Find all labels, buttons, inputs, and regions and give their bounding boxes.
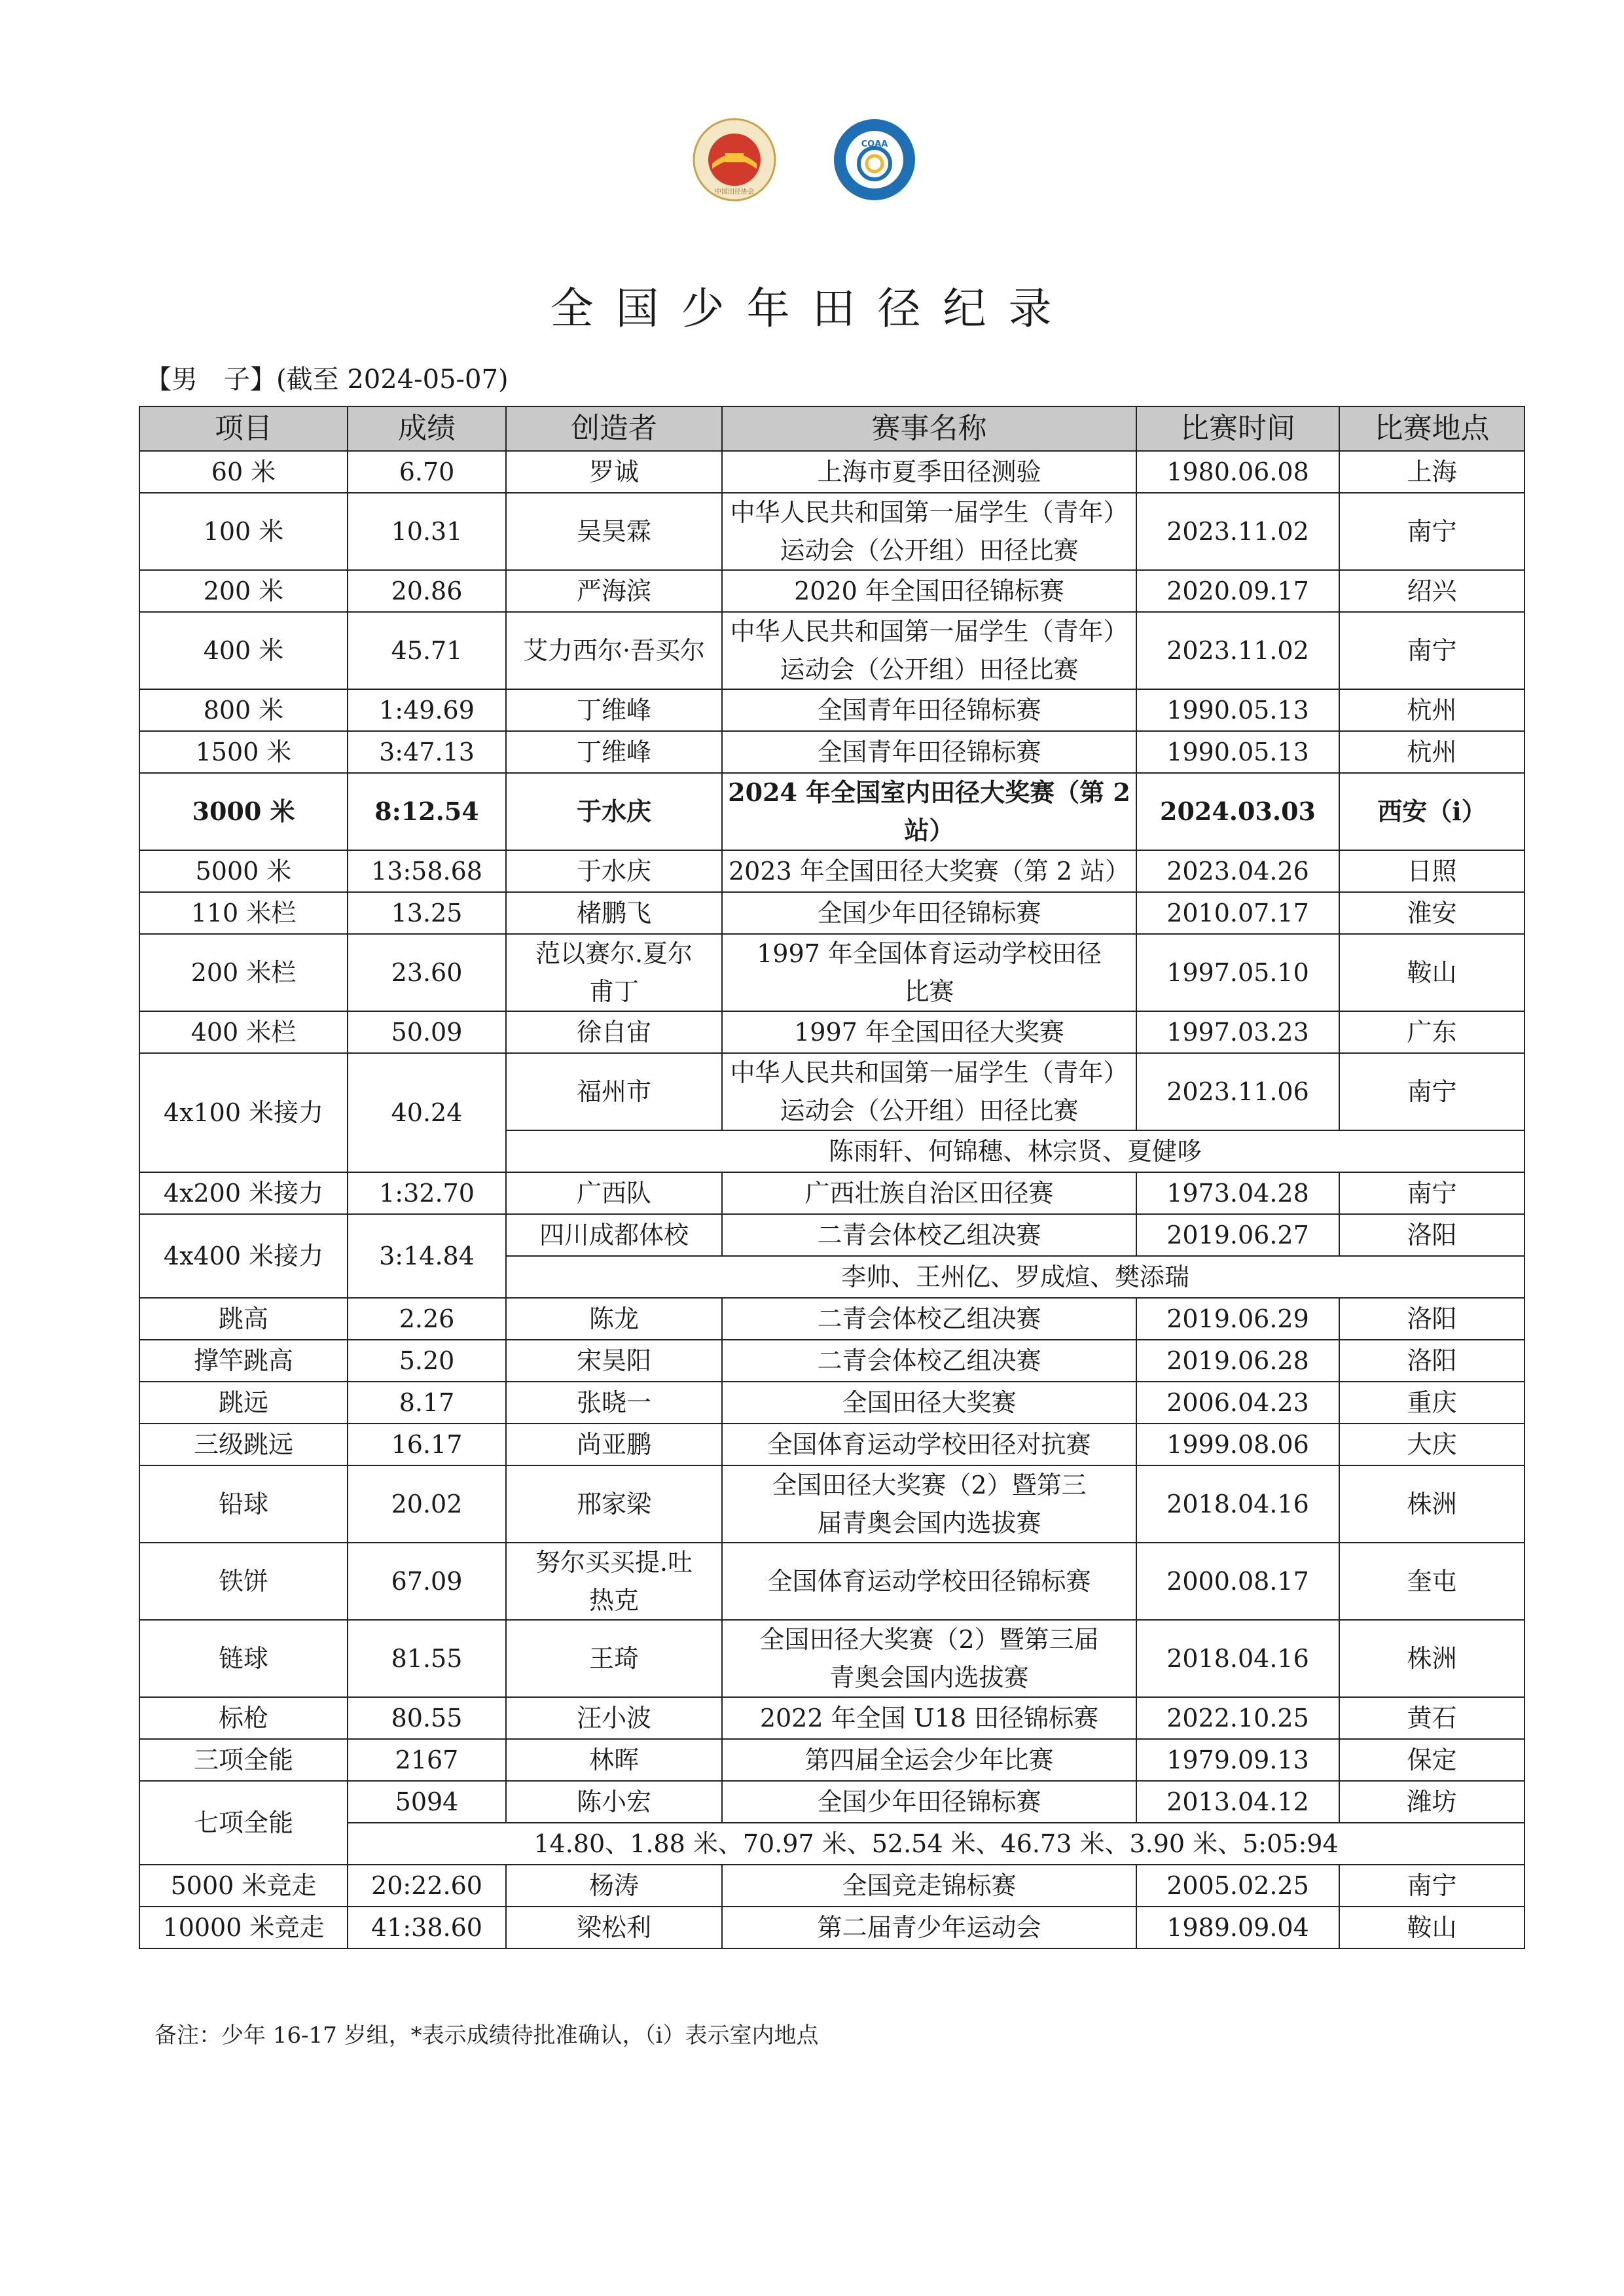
records-table (139, 406, 1525, 1949)
table-row (139, 850, 1525, 892)
venue-cell: 南宁 (1339, 1053, 1525, 1130)
table-row (139, 892, 1525, 934)
chinese-athletics-association-logo (693, 118, 776, 202)
mark-cell: 81.55 (348, 1620, 506, 1697)
combined-events-row (139, 1823, 1525, 1865)
date-cell: 2019.06.29 (1136, 1298, 1339, 1340)
table-row (139, 1739, 1525, 1781)
event-cell: 跳高 (139, 1298, 348, 1340)
mark-cell: 2.26 (348, 1298, 506, 1340)
mark-cell: 41:38.60 (348, 1907, 506, 1948)
holder-cell: 于水庆 (506, 773, 722, 850)
date-cell: 1997.03.23 (1136, 1011, 1339, 1053)
event-cell: 10000 米竞走 (139, 1907, 348, 1948)
table-row (139, 1172, 1525, 1214)
venue-cell: 洛阳 (1339, 1298, 1525, 1340)
venue-cell: 杭州 (1339, 689, 1525, 731)
venue-cell: 广东 (1339, 1011, 1525, 1053)
event-cell: 3000 米 (139, 773, 348, 850)
holder-cell: 汪小波 (506, 1697, 722, 1739)
date-cell: 1997.05.10 (1136, 934, 1339, 1011)
holder-cell: 梁松利 (506, 1907, 722, 1948)
event-cell: 5000 米 (139, 850, 348, 892)
competition-cell (722, 934, 1136, 1011)
competition-line-1: 中华人民共和国第一届学生（青年） (730, 617, 1128, 646)
venue-cell: 保定 (1339, 1739, 1525, 1781)
venue-cell: 西安（i） (1339, 773, 1525, 850)
table-row (139, 1424, 1525, 1465)
competition-cell: 二青会体校乙组决赛 (722, 1298, 1136, 1340)
date-cell: 1990.05.13 (1136, 731, 1339, 773)
mark-cell: 23.60 (348, 934, 506, 1011)
competition-line-2: 比赛 (904, 977, 954, 1006)
holder-cell: 杨涛 (506, 1865, 722, 1907)
table-row (139, 689, 1525, 731)
mark-cell: 45.71 (348, 612, 506, 689)
holder-cell (506, 1543, 722, 1620)
table-row (139, 1543, 1525, 1620)
event-cell: 200 米 (139, 570, 348, 612)
competition-line-2: 青奥会国内选拔赛 (829, 1663, 1029, 1692)
mark-cell: 3:14.84 (348, 1214, 506, 1298)
venue-cell: 南宁 (1339, 493, 1525, 570)
mark-cell: 20.86 (348, 570, 506, 612)
competition-cell (722, 612, 1136, 689)
competition-cell: 全国体育运动学校田径锦标赛 (722, 1543, 1136, 1620)
mark-cell: 5.20 (348, 1340, 506, 1382)
holder-cell: 陈龙 (506, 1298, 722, 1340)
page-title: 全国少年田径纪录 (550, 283, 1074, 334)
date-cell: 1999.08.06 (1136, 1424, 1339, 1465)
event-cell: 铅球 (139, 1465, 348, 1543)
competition-cell: 第四届全运会少年比赛 (722, 1739, 1136, 1781)
event-cell: 200 米栏 (139, 934, 348, 1011)
holder-cell: 楮鹏飞 (506, 892, 722, 934)
table-row (139, 1465, 1525, 1543)
venue-cell: 日照 (1339, 850, 1525, 892)
event-cell: 链球 (139, 1620, 348, 1697)
venue-cell: 南宁 (1339, 1865, 1525, 1907)
holder-cell (506, 934, 722, 1011)
competition-cell: 全国竞走锦标赛 (722, 1865, 1136, 1907)
event-cell: 110 米栏 (139, 892, 348, 934)
date-cell: 1979.09.13 (1136, 1739, 1339, 1781)
holder-line-2: 热克 (588, 1586, 639, 1615)
date-cell: 2005.02.25 (1136, 1865, 1339, 1907)
mark-cell: 16.17 (348, 1424, 506, 1465)
table-row (139, 1697, 1525, 1739)
mark-cell: 8:12.54 (348, 773, 506, 850)
table-row (139, 570, 1525, 612)
table-header-row (139, 406, 1525, 451)
venue-cell: 绍兴 (1339, 570, 1525, 612)
competition-cell: 全国青年田径锦标赛 (722, 731, 1136, 773)
mark-cell: 8.17 (348, 1382, 506, 1424)
header-competition: 赛事名称 (722, 406, 1136, 451)
event-cell: 5000 米竞走 (139, 1865, 348, 1907)
mark-cell: 40.24 (348, 1053, 506, 1172)
competition-line-1: 全国田径大奖赛（2）暨第三届 (759, 1625, 1099, 1654)
event-cell: 60 米 (139, 451, 348, 493)
venue-cell: 上海 (1339, 451, 1525, 493)
event-cell: 标枪 (139, 1697, 348, 1739)
event-cell: 400 米 (139, 612, 348, 689)
competition-cell (722, 1465, 1136, 1543)
venue-cell: 鞍山 (1339, 1907, 1525, 1948)
mark-cell: 2167 (348, 1739, 506, 1781)
holder-cell: 王琦 (506, 1620, 722, 1697)
mark-cell: 50.09 (348, 1011, 506, 1053)
competition-cell: 第二届青少年运动会 (722, 1907, 1136, 1948)
competition-line-1: 中华人民共和国第一届学生（青年） (730, 1058, 1128, 1087)
competition-cell: 全国田径大奖赛 (722, 1382, 1136, 1424)
relay-members-cell: 陈雨轩、何锦穗、林宗贤、夏健哆 (506, 1130, 1525, 1172)
venue-cell: 重庆 (1339, 1382, 1525, 1424)
svg-text:中国田径协会: 中国田径协会 (715, 188, 754, 196)
venue-cell: 杭州 (1339, 731, 1525, 773)
date-cell: 2023.04.26 (1136, 850, 1339, 892)
svg-text:CQAA: CQAA (861, 139, 888, 149)
venue-cell: 鞍山 (1339, 934, 1525, 1011)
holder-cell: 广西队 (506, 1172, 722, 1214)
holder-line-1: 范以赛尔.夏尔 (535, 939, 693, 968)
competition-cell: 广西壮族自治区田径赛 (722, 1172, 1136, 1214)
date-cell: 2020.09.17 (1136, 570, 1339, 612)
venue-cell: 洛阳 (1339, 1214, 1525, 1256)
competition-cell: 全国少年田径锦标赛 (722, 892, 1136, 934)
table-row (139, 1620, 1525, 1697)
holder-line-1: 努尔买买提.吐 (535, 1548, 693, 1577)
cqaa-logo (833, 118, 916, 202)
table-row (139, 1214, 1525, 1256)
holder-cell: 邢家梁 (506, 1465, 722, 1543)
venue-cell: 奎屯 (1339, 1543, 1525, 1620)
table-row (139, 451, 1525, 493)
competition-cell: 2023 年全国田径大奖赛（第 2 站） (722, 850, 1136, 892)
competition-cell (722, 1053, 1136, 1130)
logos-header (0, 118, 1624, 203)
competition-cell: 全国体育运动学校田径对抗赛 (722, 1424, 1136, 1465)
date-cell: 1990.05.13 (1136, 689, 1339, 731)
header-mark: 成绩 (348, 406, 506, 451)
date-cell: 2000.08.17 (1136, 1543, 1339, 1620)
date-cell: 2022.10.25 (1136, 1697, 1339, 1739)
table-row (139, 1053, 1525, 1130)
competition-cell: 2020 年全国田径锦标赛 (722, 570, 1136, 612)
header-holder: 创造者 (506, 406, 722, 451)
competition-line-2: 届青奥会国内选拔赛 (817, 1509, 1041, 1537)
mark-cell: 20:22.60 (348, 1865, 506, 1907)
table-row (139, 1781, 1525, 1823)
table-row (139, 493, 1525, 570)
mark-cell: 80.55 (348, 1697, 506, 1739)
competition-cell: 上海市夏季田径测验 (722, 451, 1136, 493)
event-cell: 七项全能 (139, 1781, 348, 1865)
date-cell: 1989.09.04 (1136, 1907, 1339, 1948)
competition-cell: 1997 年全国田径大奖赛 (722, 1011, 1136, 1053)
competition-line-2: 运动会（公开组）田径比赛 (780, 655, 1079, 684)
mark-cell: 1:32.70 (348, 1172, 506, 1214)
event-cell: 100 米 (139, 493, 348, 570)
holder-cell: 丁维峰 (506, 731, 722, 773)
header-date: 比赛时间 (1136, 406, 1339, 451)
competition-line-2: 运动会（公开组）田径比赛 (780, 536, 1079, 565)
venue-cell: 黄石 (1339, 1697, 1525, 1739)
venue-cell: 大庆 (1339, 1424, 1525, 1465)
section-heading: 【男 子】(截至 2024-05-07) (145, 365, 509, 395)
holder-cell: 艾力西尔·吾买尔 (506, 612, 722, 689)
mark-cell: 3:47.13 (348, 731, 506, 773)
competition-line-1: 中华人民共和国第一届学生（青年） (730, 498, 1128, 527)
table-row (139, 1011, 1525, 1053)
mark-cell: 20.02 (348, 1465, 506, 1543)
venue-cell: 洛阳 (1339, 1340, 1525, 1382)
table-row (139, 612, 1525, 689)
competition-cell: 全国少年田径锦标赛 (722, 1781, 1136, 1823)
date-cell: 1980.06.08 (1136, 451, 1339, 493)
holder-cell: 宋昊阳 (506, 1340, 722, 1382)
competition-cell (722, 1620, 1136, 1697)
footnote: 备注：少年 16-17 岁组，*表示成绩待批准确认，（i）表示室内地点 (154, 2022, 819, 2049)
holder-cell: 罗诚 (506, 451, 722, 493)
holder-cell: 丁维峰 (506, 689, 722, 731)
event-cell: 4x100 米接力 (139, 1053, 348, 1172)
table-row (139, 731, 1525, 773)
event-cell: 1500 米 (139, 731, 348, 773)
relay-members-cell: 李帅、王州亿、罗成煊、樊添瑞 (506, 1256, 1525, 1298)
venue-cell: 潍坊 (1339, 1781, 1525, 1823)
event-cell: 铁饼 (139, 1543, 348, 1620)
date-cell: 2018.04.16 (1136, 1620, 1339, 1697)
table-row (139, 1340, 1525, 1382)
holder-cell: 于水庆 (506, 850, 722, 892)
competition-cell: 二青会体校乙组决赛 (722, 1214, 1136, 1256)
event-cell: 4x200 米接力 (139, 1172, 348, 1214)
holder-cell: 尚亚鹏 (506, 1424, 722, 1465)
holder-cell: 张晓一 (506, 1382, 722, 1424)
date-cell: 2024.03.03 (1136, 773, 1339, 850)
competition-cell: 2022 年全国 U18 田径锦标赛 (722, 1697, 1136, 1739)
event-cell: 400 米栏 (139, 1011, 348, 1053)
table-row (139, 1298, 1525, 1340)
venue-cell: 南宁 (1339, 1172, 1525, 1214)
date-cell: 2023.11.02 (1136, 493, 1339, 570)
holder-cell: 严海滨 (506, 570, 722, 612)
date-cell: 2013.04.12 (1136, 1781, 1339, 1823)
table-row (139, 1907, 1525, 1948)
date-cell: 1973.04.28 (1136, 1172, 1339, 1214)
holder-cell: 徐自宙 (506, 1011, 722, 1053)
holder-cell: 福州市 (506, 1053, 722, 1130)
header-venue: 比赛地点 (1339, 406, 1525, 451)
date-cell: 2019.06.28 (1136, 1340, 1339, 1382)
competition-cell: 2024 年全国室内田径大奖赛（第 2 站） (722, 773, 1136, 850)
competition-line-1: 1997 年全国体育运动学校田径 (757, 939, 1102, 968)
venue-cell: 淮安 (1339, 892, 1525, 934)
date-cell: 2010.07.17 (1136, 892, 1339, 934)
combined-events-results-cell: 14.80、1.88 米、70.97 米、52.54 米、46.73 米、3.90 米、5:05:94 (348, 1823, 1525, 1865)
event-cell: 撑竿跳高 (139, 1340, 348, 1382)
venue-cell: 南宁 (1339, 612, 1525, 689)
holder-line-2: 甫丁 (588, 977, 639, 1006)
event-cell: 跳远 (139, 1382, 348, 1424)
event-cell: 4x400 米接力 (139, 1214, 348, 1298)
holder-cell: 四川成都体校 (506, 1214, 722, 1256)
competition-cell: 全国青年田径锦标赛 (722, 689, 1136, 731)
date-cell: 2006.04.23 (1136, 1382, 1339, 1424)
mark-cell: 67.09 (348, 1543, 506, 1620)
competition-cell (722, 493, 1136, 570)
holder-cell: 陈小宏 (506, 1781, 722, 1823)
event-cell: 三级跳远 (139, 1424, 348, 1465)
competition-line-2: 运动会（公开组）田径比赛 (780, 1096, 1079, 1125)
mark-cell: 1:49.69 (348, 689, 506, 731)
competition-line-1: 全国田径大奖赛（2）暨第三 (772, 1471, 1087, 1499)
date-cell: 2019.06.27 (1136, 1214, 1339, 1256)
table-row (139, 934, 1525, 1011)
date-cell: 2023.11.06 (1136, 1053, 1339, 1130)
venue-cell: 株洲 (1339, 1620, 1525, 1697)
date-cell: 2023.11.02 (1136, 612, 1339, 689)
event-cell: 800 米 (139, 689, 348, 731)
table-row (139, 1382, 1525, 1424)
mark-cell: 10.31 (348, 493, 506, 570)
mark-cell: 5094 (348, 1781, 506, 1823)
mark-cell: 13:58.68 (348, 850, 506, 892)
event-cell: 三项全能 (139, 1739, 348, 1781)
mark-cell: 6.70 (348, 451, 506, 493)
holder-cell: 吴昊霖 (506, 493, 722, 570)
holder-cell: 林晖 (506, 1739, 722, 1781)
venue-cell: 株洲 (1339, 1465, 1525, 1543)
table-row (139, 773, 1525, 850)
header-event: 项目 (139, 406, 348, 451)
date-cell: 2018.04.16 (1136, 1465, 1339, 1543)
competition-cell: 二青会体校乙组决赛 (722, 1340, 1136, 1382)
mark-cell: 13.25 (348, 892, 506, 934)
table-row (139, 1865, 1525, 1907)
